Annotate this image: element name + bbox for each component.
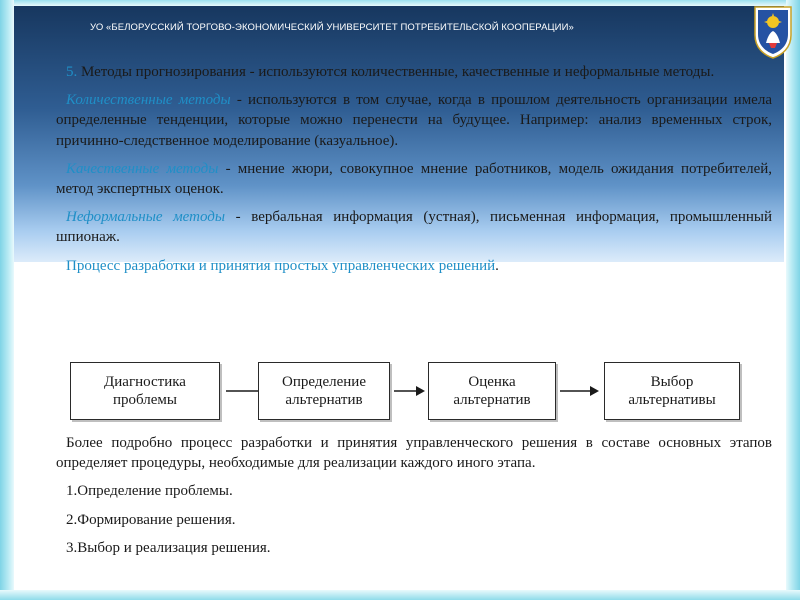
list-item: 1.Определение проблемы. bbox=[66, 483, 233, 500]
flow-step-diagnostics: Диагностика проблемы bbox=[70, 362, 220, 420]
list-item: 2.Формирование решения. bbox=[66, 511, 236, 528]
paragraph-details: Более подробно процесс разработки и принятия управленческого решения в составе основных этапов определяет процедуры, необходимые для реализации каждого иного этапа. bbox=[56, 435, 772, 472]
arrow-right-icon bbox=[394, 385, 426, 397]
term-qualitative: Качественные методы bbox=[66, 160, 219, 177]
item-number: 5. bbox=[66, 64, 78, 80]
flow-step-define: Определение альтернатив bbox=[258, 362, 390, 420]
term-quantitative: Количественные методы bbox=[66, 92, 231, 109]
details-text bbox=[56, 433, 772, 566]
process-title-end: . bbox=[495, 257, 499, 274]
paragraph-informal bbox=[56, 207, 772, 247]
paragraph-text: - мнение жюри, совокупное мнение работников, модель ожидания потребителей, метод экспертных оценок. bbox=[56, 160, 773, 198]
process-title-text: Процесс разработки и принятия простых управленческих решений bbox=[66, 257, 496, 274]
flow-step-evaluate: Оценка альтернатив bbox=[428, 362, 556, 420]
flow-step-choose: Выбор альтернативы bbox=[604, 362, 740, 420]
arrow-right-icon bbox=[560, 385, 600, 397]
university-emblem-icon bbox=[752, 5, 794, 60]
university-title: УО «БЕЛОРУССКИЙ ТОРГОВО-ЭКОНОМИЧЕСКИЙ УНИВЕРСИТЕТ ПОТРЕБИТЕЛЬСКОЙ КООПЕРАЦИИ» bbox=[90, 22, 574, 33]
main-text bbox=[56, 62, 772, 284]
paragraph-text: - используются в том случае, когда в прошлом деятельность организации имела определенные тенденции, которые можно перенести на будущее. Например: анализ временных строк, причинно-следственное моделирование (казуальное). bbox=[56, 92, 772, 149]
paragraph-text: - вербальная информация (устная), письменная информация, промышленный шпионаж. bbox=[56, 209, 772, 246]
paragraph-methods bbox=[56, 62, 772, 82]
frame-bottom bbox=[0, 590, 800, 600]
term-informal: Неформальные методы bbox=[66, 209, 226, 226]
frame-left bbox=[0, 0, 14, 600]
list-item: 3.Выбор и реализация решения. bbox=[66, 539, 271, 556]
paragraph-qualitative bbox=[56, 159, 772, 199]
process-title bbox=[56, 256, 772, 276]
paragraph-quantitative bbox=[56, 90, 772, 151]
frame-right bbox=[786, 0, 800, 600]
paragraph-text: Методы прогнозирования - используются количественные, качественные и неформальные методы. bbox=[77, 64, 715, 80]
process-flow bbox=[56, 362, 772, 426]
